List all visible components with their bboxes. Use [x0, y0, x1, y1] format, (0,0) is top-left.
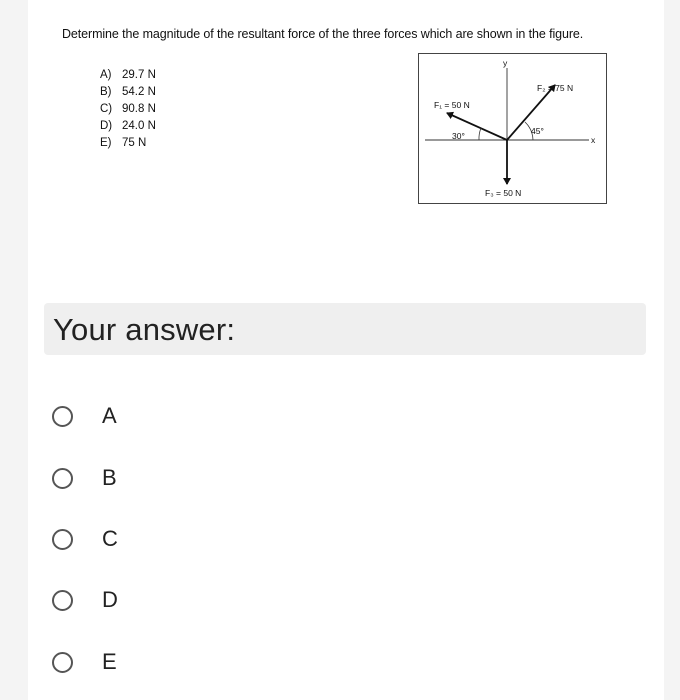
f2-angle-label: 45°	[531, 126, 544, 136]
option-b	[100, 84, 156, 101]
answer-prompt-box	[44, 303, 646, 355]
option-value: 75 N	[122, 137, 147, 149]
f1-angle-arc	[479, 128, 481, 140]
answer-choice-b[interactable]	[52, 458, 117, 498]
answer-choice-a[interactable]	[52, 396, 117, 436]
x-axis-label: x	[591, 135, 596, 145]
answer-options-list	[100, 67, 156, 152]
f3-label: F₃ = 50 N	[485, 188, 522, 198]
option-letter: D)	[100, 120, 113, 132]
radio-button-a[interactable]	[52, 406, 73, 427]
answer-choice-d[interactable]	[52, 580, 118, 620]
y-axis-label: y	[503, 58, 508, 68]
option-value: 54.2 N	[122, 86, 156, 98]
option-d	[100, 118, 156, 135]
option-letter: A)	[100, 69, 112, 81]
f2-label: F₂ = 75 N	[537, 83, 574, 93]
question-card	[28, 0, 664, 700]
answer-choice-label[interactable]: A	[102, 403, 117, 428]
radio-button-d[interactable]	[52, 590, 73, 611]
option-a	[100, 67, 156, 84]
option-value: 90.8 N	[122, 103, 156, 115]
option-letter: E)	[100, 137, 112, 149]
answer-prompt: Your answer:	[53, 312, 236, 347]
option-value: 24.0 N	[122, 120, 156, 132]
radio-button-b[interactable]	[52, 468, 73, 489]
option-value: 29.7 N	[122, 69, 156, 81]
answer-choice-label[interactable]: E	[102, 649, 117, 674]
answer-choice-c[interactable]	[52, 519, 118, 559]
option-letter: C)	[100, 103, 113, 115]
answer-choice-label[interactable]: B	[102, 465, 117, 490]
force-diagram	[418, 53, 607, 204]
question-text: Determine the magnitude of the resultant force of the three forces which are shown in the figure.	[62, 27, 584, 41]
answer-choice-e[interactable]	[52, 642, 117, 682]
option-e	[100, 135, 156, 152]
force-diagram-svg	[419, 54, 606, 203]
option-letter: B)	[100, 86, 112, 98]
answer-choice-label[interactable]: D	[102, 587, 118, 612]
option-c	[100, 101, 156, 118]
answer-choice-label[interactable]: C	[102, 526, 118, 551]
f1-label: F₁ = 50 N	[434, 100, 470, 110]
radio-button-c[interactable]	[52, 529, 73, 550]
radio-button-e[interactable]	[52, 652, 73, 673]
f1-angle-label: 30°	[452, 131, 465, 141]
